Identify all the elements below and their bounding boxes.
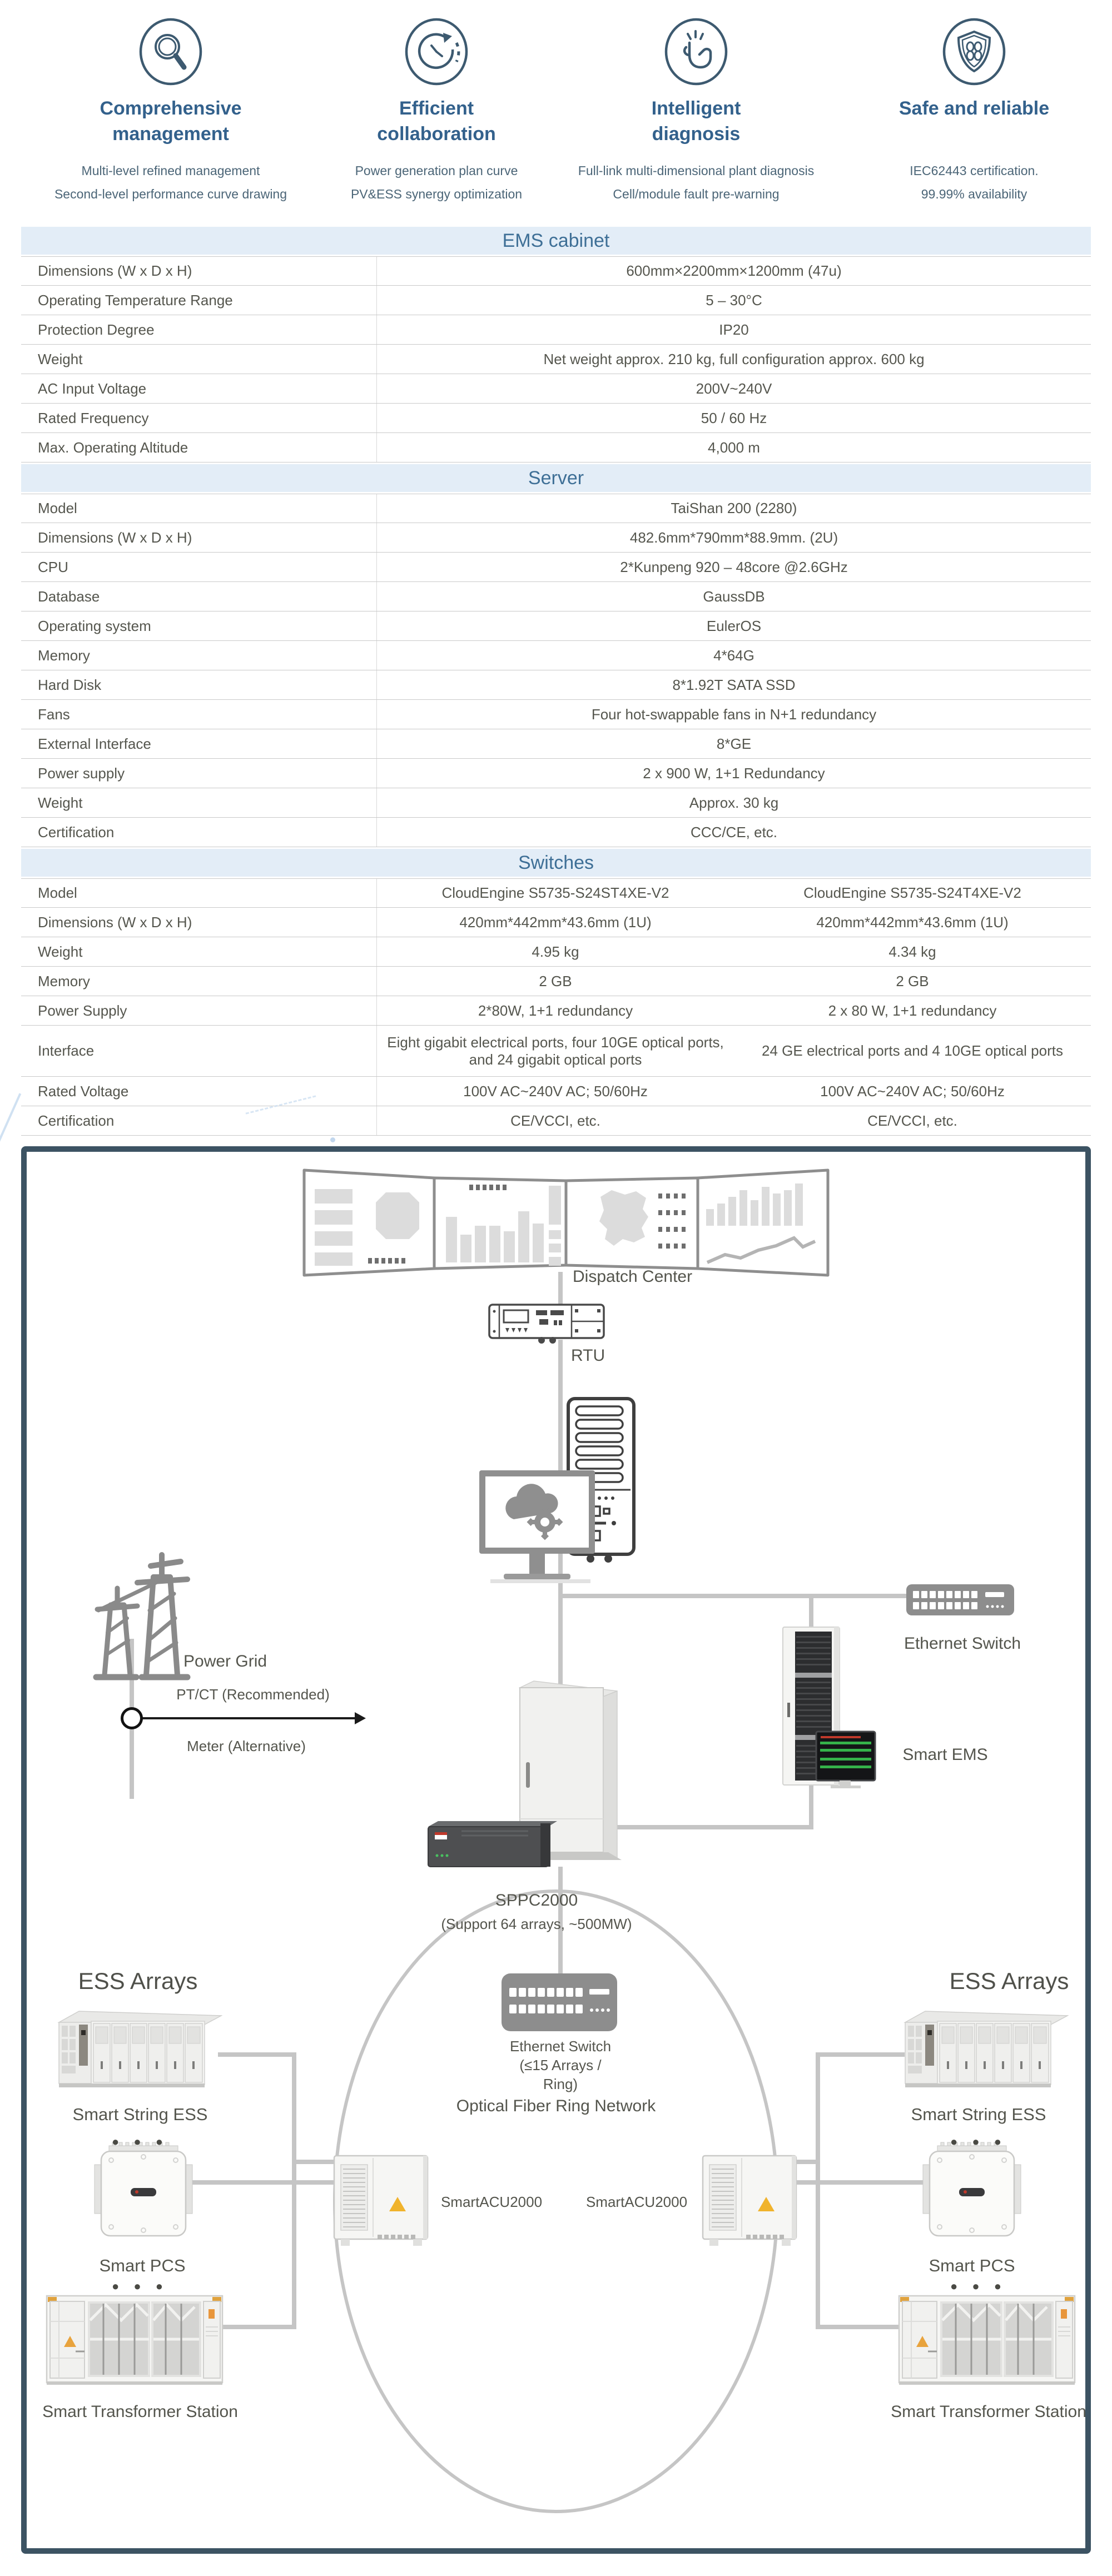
feature-title	[15, 96, 326, 151]
ellipsis-dots: ● ● ●	[950, 2135, 1007, 2149]
connector-line	[218, 2325, 296, 2329]
connector-line	[189, 2180, 334, 2185]
table-row	[21, 1077, 1091, 1106]
table-row	[21, 788, 1091, 818]
row-label: Rated Voltage	[21, 1077, 377, 1106]
table-rows	[21, 494, 1091, 847]
smart-string-ess-right	[902, 2006, 1069, 2095]
table-row	[21, 641, 1091, 670]
connector-line	[296, 2160, 334, 2164]
table-row	[21, 878, 1091, 908]
row-value: 2 x 80 W, 1+1 redundancy	[828, 1002, 997, 1019]
feature-title-line: Safe and reliable	[898, 98, 1050, 119]
row-value: 482.6mm*790mm*88.9mm. (2U)	[629, 529, 838, 546]
feature-subtitle	[818, 159, 1112, 206]
feature-sub-line: IEC62443 certification.	[910, 163, 1039, 178]
ems-cabinet-table	[21, 227, 1091, 463]
row-value: EulerOS	[706, 617, 762, 634]
row-value: Net weight approx. 210 kg, full configuration approx. 600 kg	[543, 350, 925, 367]
table-row	[21, 1106, 1091, 1136]
table-row	[21, 404, 1091, 433]
row-label: Memory	[21, 967, 377, 996]
table-rows	[21, 878, 1091, 1136]
scada-monitor	[479, 1470, 599, 1585]
ptct-arrow-line	[141, 1717, 355, 1719]
connector-line	[558, 1594, 910, 1598]
rtu-label: RTU	[571, 1346, 605, 1365]
product-datasheet-page: Comprehensive management Multi-level refined management Second-level performance curve drawing Efficient collaboration Power generation plan curve PV&ESS synergy optimization Intelligent diagnosis Full-link multi-dimensional plant diagnosis Cell/module fault pre-warning Safe and reliable IEC62443 certification. 99.99% availability EMS cabinet Dimensions (W x D x H) 600mm×2200mm×1200mm (47u) Operating Temperature Range 5 – 30°C Protection Degree IP20 Weight Net weight approx. 210 kg, full configuration approx. 600 kg AC Input Voltage 200V~240V Rated Frequency 50 / 60 Hz Max. Operating Altitude 4,000 m Server Model TaiShan 200 (2280) Dimensions (W x D x H) 482.6mm*790mm*88.9mm. (2U) CPU 2*Kunpeng 920 – 48core @2.6GHz Database GaussDB Operating system EulerOS Memory 4*64G Hard Disk 8*1.92T SATA SSD Fans Four hot-swappable fans in N+1 redundancy External Interface 8*GE Power supply 2 x 900 W, 1+1 Redundancy Weight Approx. 30 kg Certification CCC/CE, etc. Switches Model CloudEngine S5735-S24ST4XE-V2 CloudEngine S5735-S24T4XE-V2 Dimensions (W x D x H) 420mm*442mm*43.6mm (1U) 420mm*442mm*43.6mm (1U) Weight 4.95 kg 4.34 kg Memory 2 GB 2 GB Power Supply 2*80W, 1+1 redundancy 2 x 80 W, 1+1 redundancy Interface Eight gigabit electrical ports, four 10GE optical ports, and 24 gigabit optical ports 24 GE electrical ports and 4 10GE optical ports Rated Voltage 100V AC~240V AC; 50/60Hz 100V AC~240V AC; 50/60Hz Certification CE/VCCI, etc. CE/VCCI, etc. Dispatch Center RTU Power Grid PT/CT (Recommended) Meter (Alternative) SPPC2000 (Support 64 arrays, ~500MW) Ethernet Switch Smart EMS Ethernet Switch (≤15 Arrays / Ring) Optical Fiber Ring Network ESS Arrays ESS Arrays Smart String ESS Smart String ESS SmartACU2000 SmartACU2000 Smart PCS Smart PCS Smart Transformer Station Smart Transformer Station ● ● ● ● ● ● ● ● ● ● ● ●	[0, 0, 1112, 2576]
grid-tap-node	[121, 1707, 143, 1729]
row-label: Weight	[21, 345, 377, 374]
row-label: Weight	[21, 788, 377, 817]
row-value: CE/VCCI, etc.	[510, 1112, 600, 1129]
row-label: Weight	[21, 937, 377, 966]
row-label: Model	[21, 494, 377, 523]
ellipsis-dots: ● ● ●	[111, 2279, 169, 2293]
feature-sub-line: Cell/module fault pre-warning	[613, 187, 780, 201]
row-value: 4*64G	[713, 647, 754, 664]
feature-title-line: Intelligent	[651, 98, 741, 119]
finger-snap-icon	[540, 17, 852, 87]
table-row	[21, 523, 1091, 553]
ellipsis-dots: ● ● ●	[950, 2279, 1007, 2293]
table-row	[21, 759, 1091, 788]
ring-ethernet-switch-icon	[502, 1973, 617, 2032]
feature-title-line: diagnosis	[652, 123, 741, 145]
row-value: CloudEngine S5735-S24T4XE-V2	[803, 884, 1021, 901]
row-label: Model	[21, 879, 377, 907]
table-header: Switches	[21, 849, 1091, 877]
row-label: Database	[21, 582, 377, 611]
table-row	[21, 256, 1091, 286]
magnifier-icon	[15, 17, 326, 87]
shield-clover-icon	[818, 17, 1112, 87]
feature-title	[818, 96, 1112, 151]
table-row	[21, 553, 1091, 582]
table-row	[21, 818, 1091, 847]
connector-line	[617, 1825, 813, 1829]
row-value: Eight gigabit electrical ports, four 10GE optical ports, and 24 gigabit optical ports	[387, 1033, 724, 1068]
row-value: 200V~240V	[696, 380, 772, 397]
row-value: 2 GB	[896, 972, 929, 989]
row-label: Certification	[21, 1106, 377, 1135]
table-row	[21, 908, 1091, 937]
table-row	[21, 611, 1091, 641]
feature-sub-line: Multi-level refined management	[81, 163, 260, 178]
row-label: Rated Frequency	[21, 404, 377, 432]
row-value: 420mm*442mm*43.6mm (1U)	[459, 913, 652, 931]
row-label: Interface	[21, 1026, 377, 1076]
smart-ems-cabinet	[781, 1626, 878, 1791]
decorative-swoosh	[0, 1093, 21, 1155]
row-value: 50 / 60 Hz	[701, 409, 767, 426]
table-row	[21, 729, 1091, 759]
table-header: EMS cabinet	[21, 227, 1091, 255]
connector-line	[218, 2052, 296, 2057]
row-value: TaiShan 200 (2280)	[671, 500, 797, 516]
table-row	[21, 345, 1091, 374]
row-label: Hard Disk	[21, 670, 377, 699]
table-rows	[21, 256, 1091, 463]
row-value: 600mm×2200mm×1200mm (47u)	[626, 262, 842, 279]
ellipsis-dots: ● ● ●	[111, 2135, 169, 2149]
connector-line	[816, 2325, 901, 2329]
table-row	[21, 494, 1091, 523]
row-label: Operating system	[21, 611, 377, 640]
smart-acu2000-left	[331, 2152, 434, 2250]
smart-transformer-station-right	[898, 2294, 1076, 2388]
rtu-device	[488, 1304, 606, 1345]
row-label: AC Input Voltage	[21, 374, 377, 403]
row-value: Four hot-swappable fans in N+1 redundancy	[591, 705, 877, 723]
row-label: Dimensions (W x D x H)	[21, 257, 377, 285]
row-value: 100V AC~240V AC; 50/60Hz	[820, 1082, 1005, 1100]
row-value: 2 GB	[539, 972, 572, 989]
power-grid-icon	[81, 1543, 192, 1694]
smart-pcs-right	[922, 2141, 1022, 2248]
connector-line	[816, 2052, 905, 2057]
feature-sub-line: 99.99% availability	[921, 187, 1027, 201]
row-value: 100V AC~240V AC; 50/60Hz	[463, 1082, 648, 1100]
row-label: Power Supply	[21, 996, 377, 1025]
ethernet-switch-icon	[906, 1584, 1014, 1617]
table-row	[21, 967, 1091, 996]
row-value: 4.95 kg	[532, 943, 579, 960]
row-value: 4,000 m	[708, 439, 760, 456]
connector-line	[816, 2052, 820, 2329]
row-value: 8*GE	[716, 735, 752, 752]
feature-sub-line: Second-level performance curve drawing	[54, 187, 287, 201]
feature-title-line: management	[112, 123, 229, 145]
dispatch-center-label: Dispatch Center	[573, 1267, 693, 1286]
feature-title-line: Comprehensive	[100, 98, 242, 119]
smart-string-ess-left	[56, 2006, 222, 2095]
row-value: Approx. 30 kg	[689, 794, 779, 811]
feature-sub-line: Power generation plan curve	[355, 163, 518, 178]
table-row	[21, 374, 1091, 404]
row-value: 8*1.92T SATA SSD	[672, 676, 796, 693]
feature-title	[540, 96, 852, 151]
row-label: Certification	[21, 818, 377, 847]
row-label: Operating Temperature Range	[21, 286, 377, 315]
row-value: CloudEngine S5735-S24ST4XE-V2	[441, 884, 669, 901]
row-value: CE/VCCI, etc.	[867, 1112, 957, 1129]
row-label: Memory	[21, 641, 377, 670]
decorative-dot	[330, 1137, 335, 1142]
row-label: Fans	[21, 700, 377, 729]
row-value: 420mm*442mm*43.6mm (1U)	[816, 913, 1009, 931]
feature-comprehensive-management	[15, 17, 326, 206]
table-row	[21, 1026, 1091, 1077]
table-row	[21, 286, 1091, 315]
smart-acu2000-right	[699, 2152, 803, 2250]
feature-subtitle	[15, 159, 326, 206]
table-row	[21, 582, 1091, 611]
power-grid-label: Power Grid	[183, 1652, 267, 1670]
row-value: GaussDB	[703, 588, 765, 605]
row-value: IP20	[719, 321, 749, 338]
dispatch-video-wall	[302, 1163, 830, 1281]
feature-safe-reliable	[818, 17, 1112, 206]
table-row	[21, 937, 1091, 967]
table-row	[21, 670, 1091, 700]
table-row	[21, 996, 1091, 1026]
row-value: 2*80W, 1+1 redundancy	[478, 1002, 633, 1019]
row-value: 4.34 kg	[888, 943, 936, 960]
row-value: 2*Kunpeng 920 – 48core @2.6GHz	[620, 558, 848, 575]
table-row	[21, 433, 1091, 463]
feature-sub-line: Full-link multi-dimensional plant diagnosis	[578, 163, 815, 178]
switches-table	[21, 849, 1091, 1136]
ptct-arrow-head	[355, 1712, 366, 1724]
table-row	[21, 315, 1091, 345]
connector-line	[292, 2052, 296, 2329]
table-row	[21, 700, 1091, 729]
row-label: Power supply	[21, 759, 377, 788]
table-header: Server	[21, 464, 1091, 492]
row-value: 24 GE electrical ports and 4 10GE optical ports	[762, 1042, 1063, 1059]
row-label: External Interface	[21, 729, 377, 758]
row-value: CCC/CE, etc.	[690, 823, 778, 841]
feature-subtitle	[540, 159, 852, 206]
row-label: Max. Operating Altitude	[21, 433, 377, 462]
connector-line	[809, 1594, 813, 1630]
smart-transformer-station-left	[46, 2294, 224, 2388]
row-label: Dimensions (W x D x H)	[21, 523, 377, 552]
row-label: Protection Degree	[21, 315, 377, 344]
row-label: Dimensions (W x D x H)	[21, 908, 377, 937]
sppc2000-cabinet	[417, 1679, 624, 1872]
feature-intelligent-diagnosis	[540, 17, 852, 206]
feature-title-line: collaboration	[377, 123, 496, 145]
feature-sub-line: PV&ESS synergy optimization	[350, 187, 523, 201]
row-label: CPU	[21, 553, 377, 581]
feature-title-line: Efficient	[399, 98, 474, 119]
server-table	[21, 464, 1091, 847]
row-value: 2 x 900 W, 1+1 Redundancy	[643, 764, 825, 782]
row-value: 5 – 30°C	[706, 291, 762, 309]
smart-pcs-left	[93, 2141, 193, 2248]
